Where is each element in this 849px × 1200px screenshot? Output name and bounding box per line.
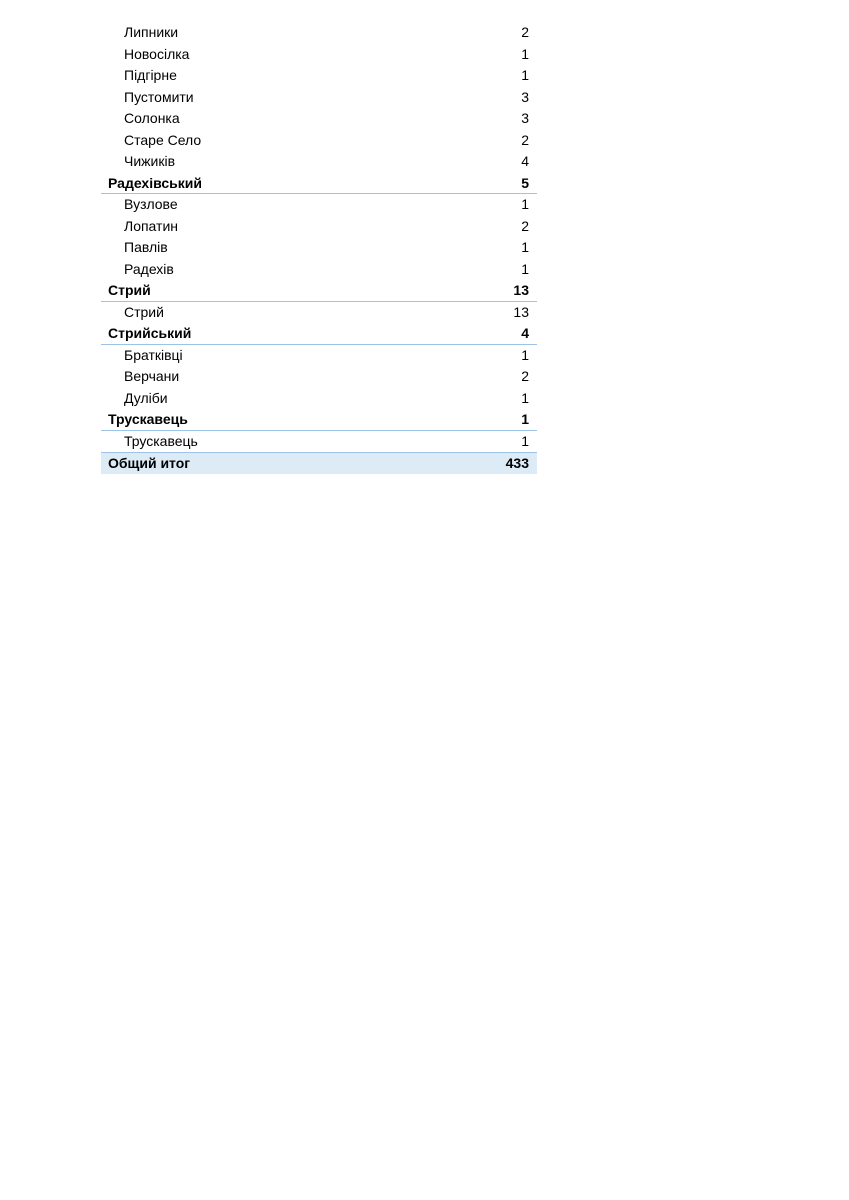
group-row	[101, 323, 537, 345]
table-row	[101, 302, 537, 324]
table-row	[101, 345, 537, 367]
table-row	[101, 431, 537, 453]
row-label: Солонка	[124, 110, 180, 126]
row-value: 1	[521, 432, 529, 449]
group-label: Стрий	[108, 282, 151, 298]
group-row	[101, 173, 537, 195]
row-label: Павлів	[124, 239, 168, 255]
table-row	[101, 194, 537, 216]
row-label: Верчани	[124, 368, 180, 384]
row-label: Чижиків	[124, 153, 176, 169]
row-value: 13	[513, 303, 529, 320]
group-value: 13	[513, 282, 529, 298]
group-row	[101, 280, 537, 302]
group-row	[101, 409, 537, 431]
table-row	[101, 22, 537, 44]
row-value: 1	[521, 196, 529, 212]
row-value: 4	[521, 153, 529, 169]
row-value: 2	[521, 217, 529, 234]
group-label: Трускавець	[108, 411, 188, 427]
table-row	[101, 65, 537, 87]
table-row	[101, 237, 537, 259]
row-value: 2	[521, 368, 529, 384]
row-value: 2	[521, 131, 529, 148]
row-label: Вузлове	[124, 196, 178, 212]
pivot-table	[101, 22, 537, 474]
group-label: Стрийський	[108, 325, 192, 341]
row-value: 1	[521, 67, 529, 83]
table-row	[101, 366, 537, 388]
row-value: 2	[521, 24, 529, 40]
group-label: Радехівський	[108, 174, 202, 191]
row-label: Трускавець	[124, 432, 198, 449]
row-value: 1	[521, 389, 529, 406]
row-value: 3	[521, 110, 529, 126]
table-row	[101, 216, 537, 238]
row-label: Липники	[124, 24, 179, 40]
row-value: 1	[521, 239, 529, 255]
table-row	[101, 130, 537, 152]
grand-total-label: Общий итог	[108, 455, 191, 471]
grand-total-value: 433	[505, 455, 529, 471]
row-label: Стрий	[124, 303, 164, 320]
row-label: Пустомити	[124, 88, 194, 105]
row-value: 3	[521, 88, 529, 105]
table-row	[101, 44, 537, 66]
row-label: Лопатин	[124, 217, 178, 234]
row-label: Старе Село	[124, 131, 202, 148]
row-value: 1	[521, 45, 529, 62]
row-value: 1	[521, 260, 529, 277]
table-row	[101, 87, 537, 109]
grand-total-row	[101, 452, 537, 474]
row-value: 1	[521, 346, 529, 363]
row-label: Братківці	[124, 346, 183, 363]
table-row	[101, 388, 537, 410]
group-value: 1	[521, 411, 529, 427]
row-label: Дуліби	[124, 389, 168, 406]
table-row	[101, 108, 537, 130]
table-row	[101, 151, 537, 173]
group-value: 4	[521, 325, 529, 341]
row-label: Підгірне	[124, 67, 177, 83]
row-label: Радехів	[124, 260, 174, 277]
group-value: 5	[521, 174, 529, 191]
row-label: Новосілка	[124, 45, 190, 62]
table-row	[101, 259, 537, 281]
